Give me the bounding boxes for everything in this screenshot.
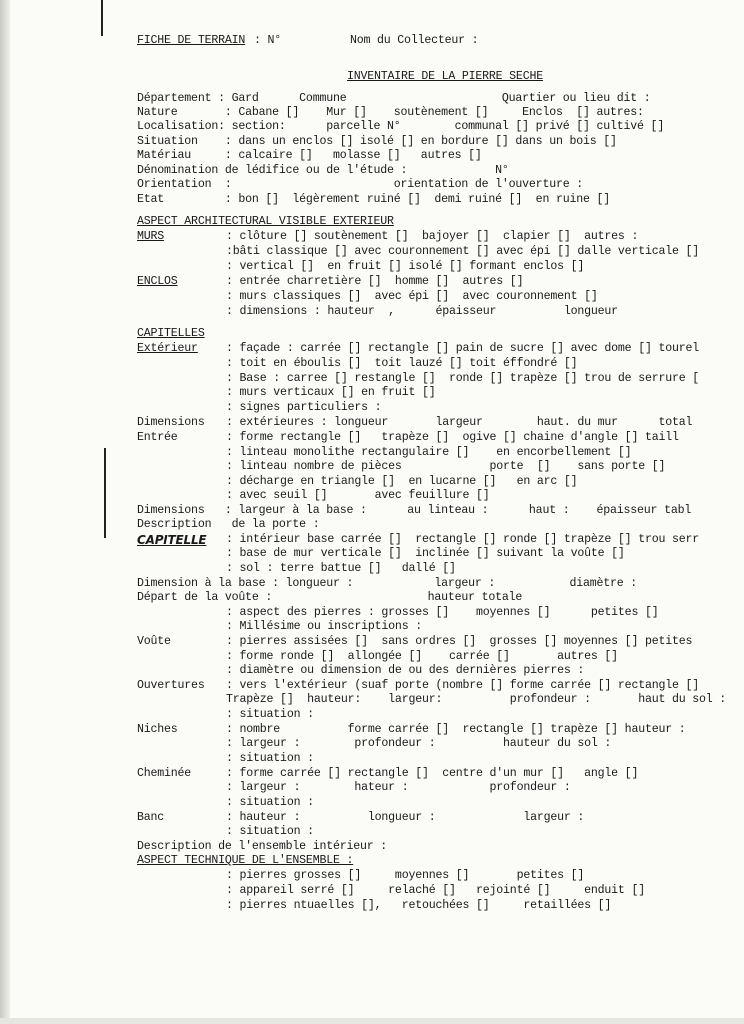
form-line: : nombre forme carrée [] rectangle [] trapèze [] hauteur : (226, 723, 686, 736)
form-line: Nom du Collecteur : (350, 34, 479, 47)
form-line: : diamètre ou dimension de ou des dernières pierres : (226, 664, 585, 677)
form-line: Extérieur (137, 342, 198, 355)
form-line: : avec seuil [] avec feuillure [] (226, 489, 490, 502)
form-line: : vers l'extérieur (suaf porte (nombre [] forme carrée [] rectangle [] (226, 679, 700, 692)
form-line: : aspect des pierres : grosses [] moyennes [] petites [] (226, 606, 659, 619)
form-line: : hauteur : longueur : largeur : (226, 811, 585, 824)
form-line: : toit en éboulis [] toit lauzé [] toit éffondré [] (226, 357, 578, 370)
page-left-edge (0, 0, 10, 1024)
form-line: Départ de la voûte : hauteur totale (137, 591, 523, 604)
form-line: Cheminée (137, 767, 192, 780)
form-line: Dénomination de lédifice ou de l'étude : N° (137, 164, 509, 177)
form-line: : murs classiques [] avec épi [] avec couronnement [] (226, 290, 598, 303)
form-line: : clôture [] soutènement [] bajoyer [] clapier [] autres : (226, 230, 639, 243)
form-line: : pierres grosses [] moyennes [] petites [] (226, 869, 585, 882)
form-line: Ouvertures (137, 679, 205, 692)
form-line: : situation : (226, 708, 314, 721)
form-line: : base de mur verticale [] inclinée [] suivant la voûte [] (226, 547, 625, 560)
form-line: : largeur : profondeur : hauteur du sol : (226, 737, 612, 750)
form-line: : intérieur base carrée [] rectangle [] ronde [] trapèze [] trou serr (226, 533, 700, 546)
form-line: Entrée (137, 431, 178, 444)
form-line: ASPECT ARCHITECTURAL VISIBLE EXTERIEUR (137, 215, 394, 228)
form-line: FICHE DE TERRAIN (137, 34, 246, 47)
form-line: : situation : (226, 752, 314, 765)
form-line: : linteau monolithe rectangulaire [] en encorbellement [] (226, 446, 632, 459)
form-line: ENCLOS (137, 275, 178, 288)
form-line: : pierres assisées [] sans ordres [] grosses [] moyennes [] petites (226, 635, 693, 648)
form-line: Description de la porte : (137, 518, 320, 531)
form-line: CAPITELLE (137, 533, 207, 547)
form-line: : murs verticaux [] en fruit [] (226, 386, 436, 399)
page-bottom-edge (0, 1018, 744, 1024)
form-line: Localisation: section: parcelle N° communal [] privé [] cultivé [] (137, 120, 665, 133)
form-line: : pierres ntuaelles [], retouchées [] retaillées [] (226, 899, 612, 912)
margin-pen-mark-top (101, 0, 103, 36)
form-line: Orientation : orientation de l'ouverture : (137, 178, 583, 191)
form-line: : extérieures : longueur largeur haut. du mur total (226, 416, 693, 429)
form-line: Trapèze [] hauteur: largeur: profondeur : haut du sol : (226, 693, 727, 706)
form-line: Situation : dans un enclos [] isolé [] en bordure [] dans un bois [] (137, 135, 617, 148)
form-line: Etat : bon [] légèrement ruiné [] demi ruiné [] en ruine [] (137, 193, 611, 206)
form-line: :bâti classique [] avec couronnement [] avec épi [] dalle verticale [] (226, 245, 700, 258)
form-line: : forme ronde [] allongée [] carrée [] autres [] (226, 650, 618, 663)
form-line: : décharge en triangle [] en lucarne [] en arc [] (226, 475, 578, 488)
form-line: : N° (254, 34, 282, 47)
form-line: : signes particuliers : (226, 401, 382, 414)
form-line: : situation : (226, 825, 314, 838)
form-line: Dimensions (137, 416, 205, 429)
form-line: : situation : (226, 796, 314, 809)
form-line: : Base : carree [] restangle [] ronde [] trapèze [] trou de serrure [ (226, 372, 700, 385)
form-line: Dimension à la base : longueur : largeur : diamètre : (137, 577, 638, 590)
form-line: Matériau : calcaire [] molasse [] autres [] (137, 149, 482, 162)
form-line: Niches (137, 723, 178, 736)
form-line: Description de l'ensemble intérieur : (137, 840, 388, 853)
form-line: Département : Gard Commune Quartier ou lieu dit : (137, 92, 651, 105)
form-line: : entrée charretière [] homme [] autres [] (226, 275, 524, 288)
margin-pen-mark-middle (104, 448, 106, 538)
form-line: : dimensions : hauteur , épaisseur longueur (226, 305, 618, 318)
form-line: : linteau nombre de pièces porte [] sans porte [] (226, 460, 666, 473)
form-line: : forme rectangle [] trapèze [] ogive [] chaine d'angle [] taill (226, 431, 679, 444)
form-line: Dimensions : largeur à la base : au linteau : haut : épaisseur tabl (137, 504, 692, 517)
form-line: : appareil serré [] relaché [] rejointé [] enduit [] (226, 884, 645, 897)
form-line: ASPECT TECHNIQUE DE L'ENSEMBLE : (137, 854, 354, 867)
form-line: : Millésime ou inscriptions : (226, 620, 422, 633)
form-line: CAPITELLES (137, 327, 205, 340)
form-line: Nature : Cabane [] Mur [] soutènement [] Enclos [] autres: (137, 106, 644, 119)
form-line: Voûte (137, 635, 171, 648)
form-line: : largeur : hateur : profondeur : (226, 781, 571, 794)
form-line: : forme carrée [] rectangle [] centre d'un mur [] angle [] (226, 767, 639, 780)
form-line: : vertical [] en fruit [] isolé [] formant enclos [] (226, 260, 585, 273)
form-line: Banc (137, 811, 165, 824)
form-line: MURS (137, 230, 165, 243)
form-line: INVENTAIRE DE LA PIERRE SECHE (347, 70, 543, 83)
form-line: : sol : terre battue [] dallé [] (226, 562, 456, 575)
form-line: : façade : carrée [] rectangle [] pain de sucre [] avec dome [] tourel (226, 342, 700, 355)
